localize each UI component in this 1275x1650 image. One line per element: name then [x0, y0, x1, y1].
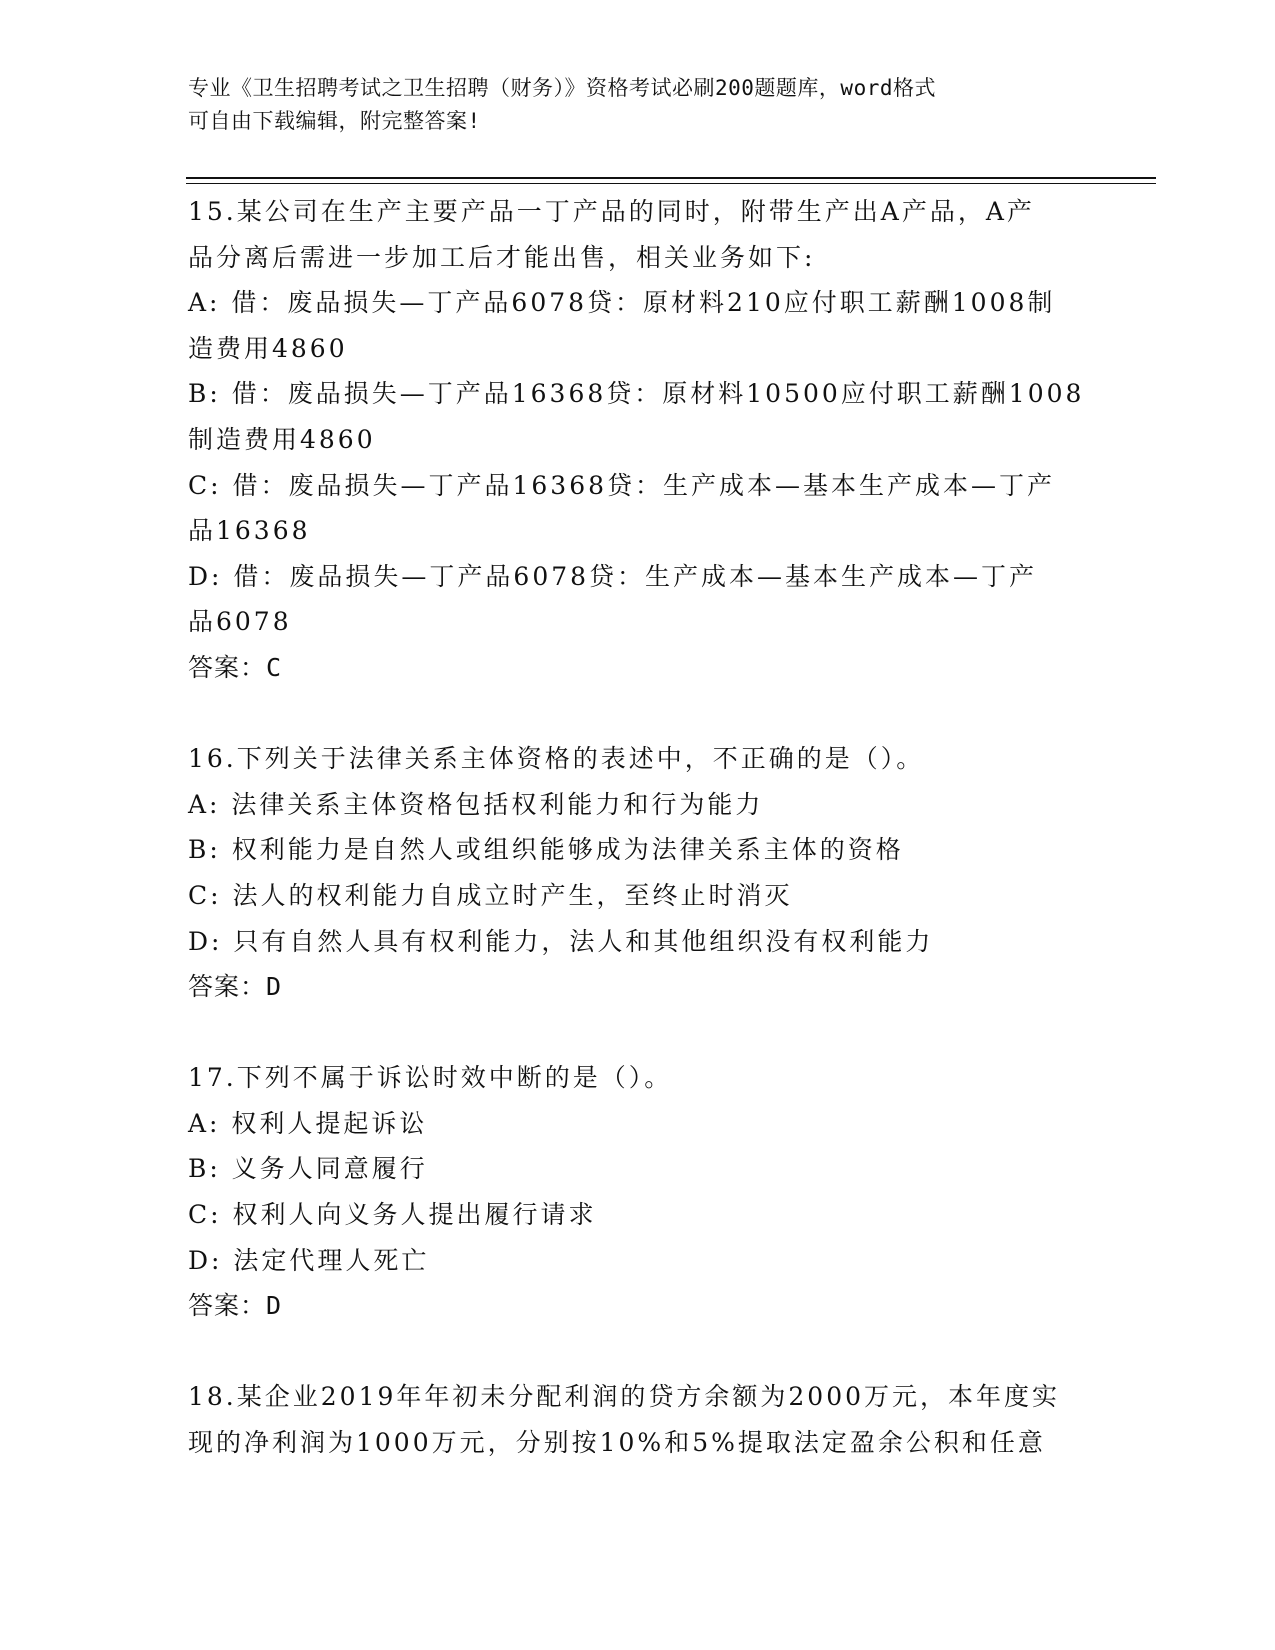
question-15-option-d-line-2: 品6078: [188, 607, 292, 637]
question-17-answer: 答案：D: [188, 1291, 283, 1321]
question-18-line-2: 现的净利润为1000万元，分别按10%和5%提取法定盈余公积和任意: [188, 1428, 1046, 1458]
question-16-answer: 答案：D: [188, 972, 283, 1002]
question-15-option-b-line-1: B: 借：废品损失—丁产品16368贷：原材料10500应付职工薪酬1008: [188, 379, 1085, 409]
question-15-line-2: 品分离后需进一步加工后才能出售，相关业务如下:: [188, 242, 816, 272]
question-16-option-d: D: 只有自然人具有权利能力，法人和其他组织没有权利能力: [188, 926, 934, 956]
question-18-line-1: 18.某企业2019年年初未分配利润的贷方余额为2000万元，本年度实: [188, 1382, 1061, 1412]
question-15-option-c-line-2: 品16368: [188, 516, 311, 546]
question-18: [188, 1374, 1088, 1465]
document-header: [188, 72, 1068, 138]
question-16-option-b: B: 权利能力是自然人或组织能够成为法律关系主体的资格: [188, 835, 904, 865]
question-15-option-a-line-2: 造费用4860: [188, 333, 348, 363]
header-line-1: 专业《卫生招聘考试之卫生招聘（财务）》资格考试必刷200题题库，word格式: [188, 76, 936, 100]
question-15-option-c-line-1: C: 借：废品损失—丁产品16368贷：生产成本—基本生产成本—丁产: [188, 470, 1056, 500]
question-17: [188, 1055, 1088, 1329]
question-15-answer: 答案：C: [188, 652, 283, 682]
question-17-option-a: A: 权利人提起诉讼: [188, 1108, 428, 1138]
spacer: [188, 691, 1088, 737]
question-15: [188, 189, 1088, 691]
spacer: [188, 1329, 1088, 1375]
question-15-option-a-line-1: A: 借：废品损失—丁产品6078贷：原材料210应付职工薪酬1008制: [188, 288, 1056, 318]
header-divider-thin: [186, 183, 1156, 184]
question-15-option-d-line-1: D: 借：废品损失—丁产品6078贷：生产成本—基本生产成本—丁产: [188, 561, 1038, 591]
question-16-stem: 16.下列关于法律关系主体资格的表述中，不正确的是（）。: [188, 744, 925, 774]
question-16-option-c: C: 法人的权利能力自成立时产生，至终止时消灭: [188, 880, 793, 910]
question-17-option-b: B: 义务人同意履行: [188, 1154, 428, 1184]
question-15-line-1: 15.某公司在生产主要产品一丁产品的同时，附带生产出A产品，A产: [188, 197, 1035, 226]
question-17-stem: 17.下列不属于诉讼时效中断的是（）。: [188, 1063, 673, 1093]
question-list: [188, 189, 1088, 1466]
question-15-option-b-line-2: 制造费用4860: [188, 424, 376, 454]
question-17-option-c: C: 权利人向义务人提出履行请求: [188, 1200, 597, 1230]
spacer: [188, 1010, 1088, 1056]
question-16: [188, 736, 1088, 1010]
header-line-2: 可自由下载编辑，附完整答案!: [188, 109, 481, 133]
question-17-option-d: D: 法定代理人死亡: [188, 1245, 430, 1275]
question-16-option-a: A: 法律关系主体资格包括权利能力和行为能力: [188, 789, 764, 819]
header-divider-thick: [186, 177, 1156, 179]
